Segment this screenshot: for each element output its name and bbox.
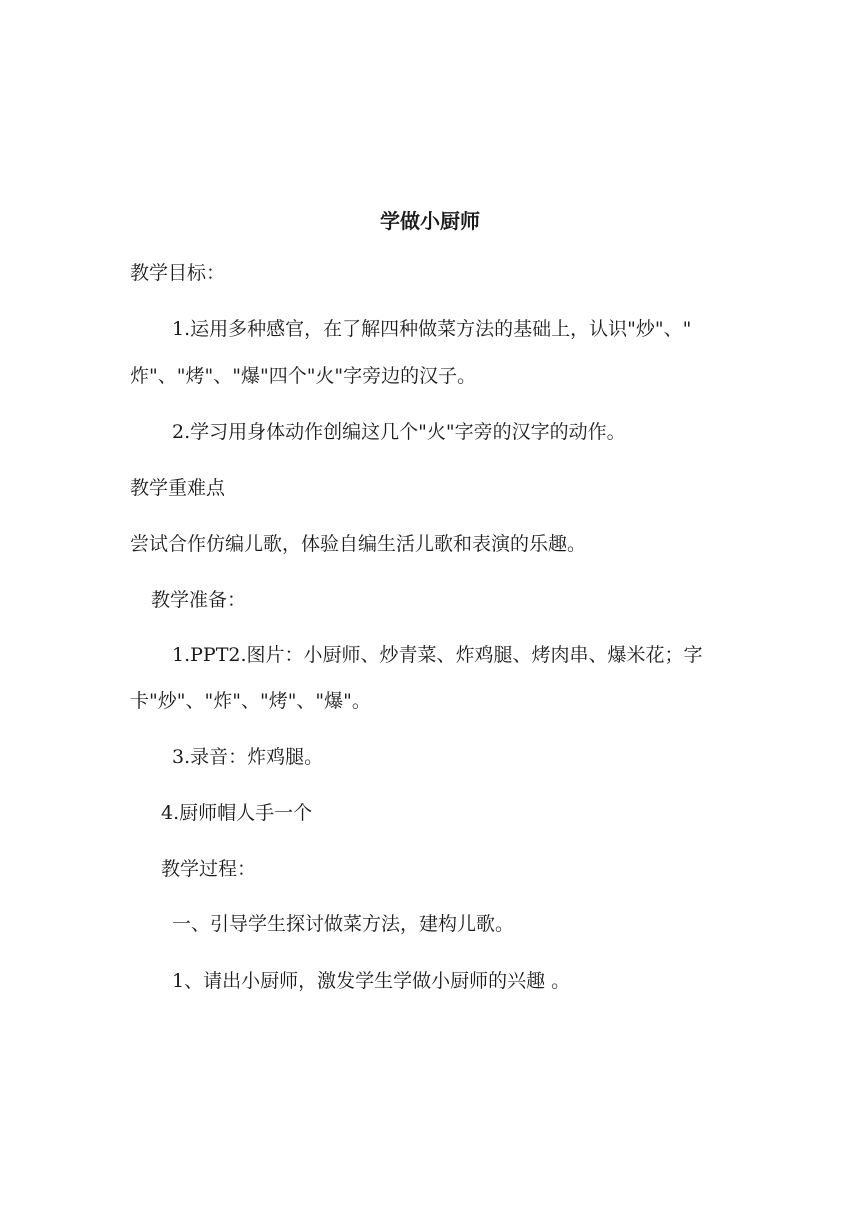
prep-1-line-1: 1.PPT2.图片：小厨师、炒青菜、炸鸡腿、烤肉串、爆米花；字: [172, 644, 703, 666]
key-points-heading: 教学重难点: [130, 477, 226, 499]
step-1-1: 1、请出小厨师，激发学生学做小厨师的兴趣 。: [172, 970, 571, 992]
goal-1-line-2: 炸"、"烤"、"爆"四个"火"字旁边的汉子。: [130, 365, 477, 387]
step-1: 一、引导学生探讨做菜方法，建构儿歌。: [172, 913, 515, 935]
key-points-text: 尝试合作仿编儿歌，体验自编生活儿歌和表演的乐趣。: [130, 533, 587, 555]
document-title: 学做小厨师: [380, 209, 480, 233]
prep-heading: 教学准备：: [151, 589, 247, 611]
goal-2: 2.学习用身体动作创编这几个"火"字旁的汉字的动作。: [172, 421, 626, 443]
goal-1-line-1: 1.运用多种感官，在了解四种做菜方法的基础上，认识"炒"、": [172, 318, 692, 340]
prep-1-line-2: 卡"炒"、"炸"、"烤"、"爆"。: [130, 690, 371, 712]
prep-4: 4.厨师帽人手一个: [161, 802, 313, 824]
goals-heading: 教学目标：: [130, 262, 226, 284]
process-heading: 教学过程：: [161, 858, 257, 880]
prep-3: 3.录音：炸鸡腿。: [172, 746, 324, 768]
